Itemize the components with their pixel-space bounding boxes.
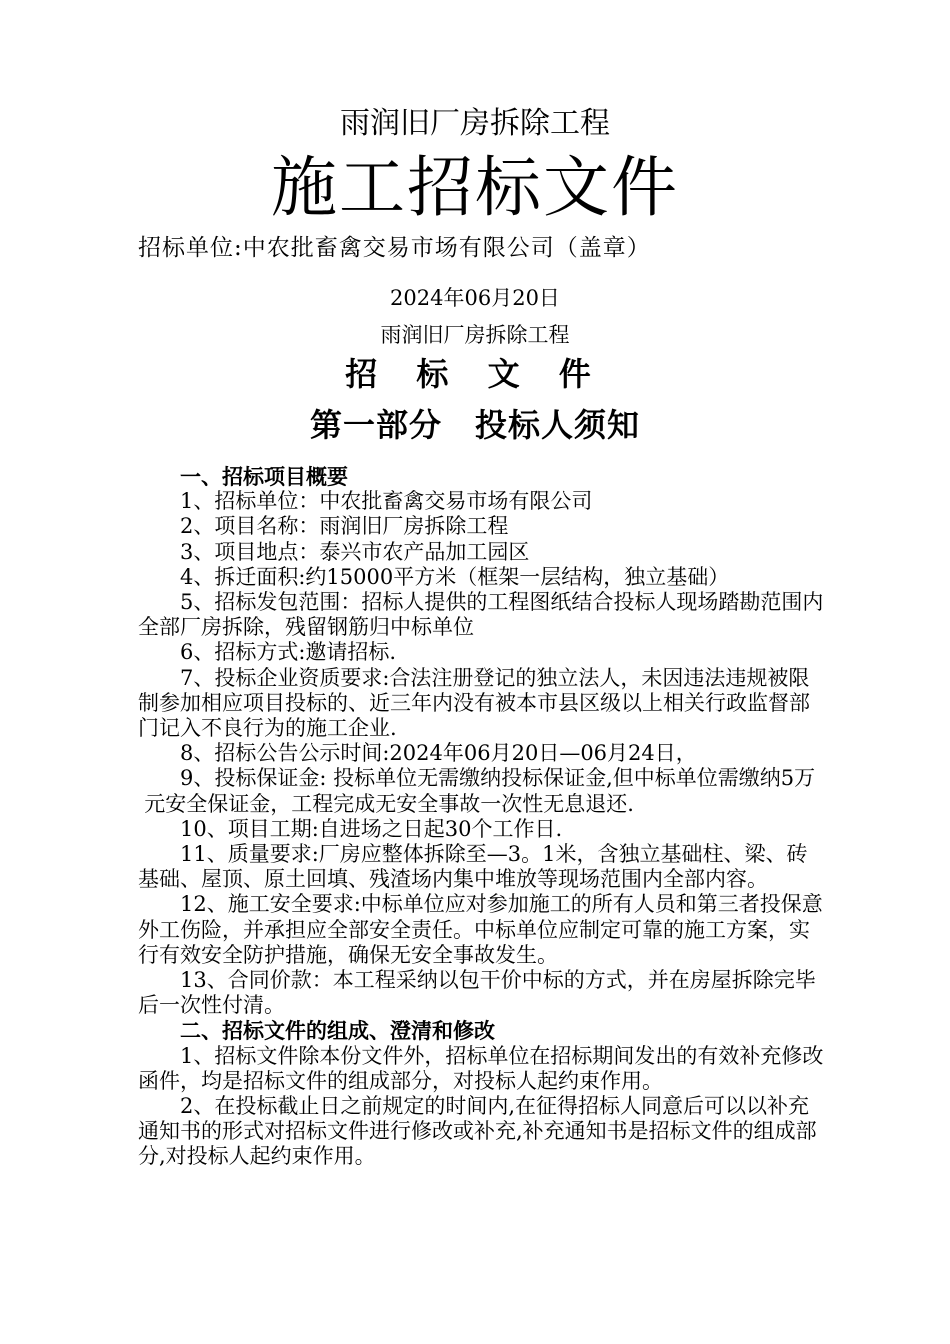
- section-1-heading: 一、招标项目概要: [180, 464, 348, 489]
- section-1-item: 3、项目地点：泰兴市农产品加工园区: [180, 539, 530, 564]
- cover-document-title: 施工招标文件: [271, 149, 679, 226]
- heading-document-title: 招 标 文 件: [345, 355, 605, 393]
- section-1-item: 12、施工安全要求:中标单位应对参加施工的所有人员和第三者投保意外工伤险，并承担应全部安全责任。中标单位应制定可靠的施工方案，实行有效安全防护措施，确保无安全事故发生。: [138, 892, 823, 967]
- section-1-item: 13、合同价款：本工程采纳以包干价中标的方式，并在房屋拆除完毕后一次性付清。: [138, 968, 816, 1018]
- section-2-heading: 二、招标文件的组成、澄清和修改: [180, 1018, 495, 1044]
- cover-date: 2024年06月20日: [390, 286, 560, 310]
- part-one-title: 第一部分 投标人须知: [309, 406, 640, 444]
- section-1-item: 10、项目工期:自进场之日起30个工作日.: [180, 816, 563, 841]
- section-1-item: 11、质量要求:厂房应整体拆除至—3。1米，含独立基础柱、梁、砖基础、屋顶、原土回填、残渣场内集中堆放等现场范围内全部内容。: [138, 842, 808, 892]
- section-1-item: 5、招标发包范围：招标人提供的工程图纸结合投标人现场踏勘范围内全部厂房拆除，残留钢筋归中标单位: [138, 590, 824, 640]
- section-1-item: 9、投标保证金: 投标单位无需缴纳投标保证金,但中标单位需缴纳5万元安全保证金，工程完成无安全事故一次性无息退还.: [144, 766, 816, 816]
- cover-project-title: 雨润旧厂房拆除工程: [340, 106, 610, 141]
- section-1-item: 6、招标方式:邀请招标.: [180, 640, 397, 665]
- section-1-item: 8、招标公告公示时间:2024年06月20日—06月24日，: [180, 741, 697, 766]
- section-1-item: 7、投标企业资质要求:合法注册登记的独立法人，未因违法违规被限制参加相应项目投标的、近三年内没有被本市县区级以上相关行政监督部门记入不良行为的施工企业.: [138, 665, 810, 741]
- section-1-item: 1、招标单位：中农批畜禽交易市场有限公司: [180, 489, 593, 514]
- heading-project-title: 雨润旧厂房拆除工程: [380, 323, 570, 347]
- section-1-item: 4、拆迁面积:约15000平方米（框架一层结构，独立基础）: [180, 564, 730, 589]
- section-1-item: 2、项目名称：雨润旧厂房拆除工程: [180, 514, 509, 539]
- document-body: [138, 464, 828, 1170]
- tendering-unit-line: 招标单位:中农批畜禽交易市场有限公司（盖章）: [138, 235, 651, 261]
- section-2-item: 1、招标文件除本份文件外，招标单位在招标期间发出的有效补充修改函件，均是招标文件的组成部分，对投标人起约束作用。: [138, 1043, 824, 1093]
- section-2-item: 2、在投标截止日之前规定的时间内,在征得招标人同意后可以以补充通知书的形式对招标文件进行修改或补充,补充通知书是招标文件的组成部分,对投标人起约束作用。: [138, 1094, 817, 1169]
